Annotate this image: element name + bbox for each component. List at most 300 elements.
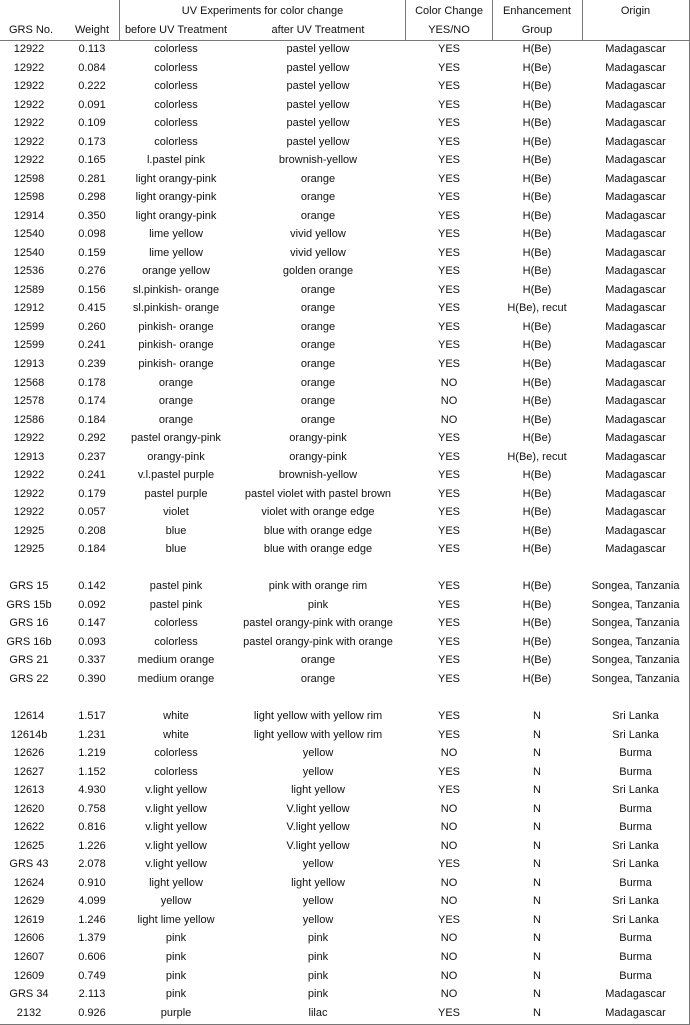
cell-before-uv: colorless: [154, 765, 198, 778]
cell-after-uv: pink: [307, 988, 329, 1001]
cell-grs-no: 12624: [13, 876, 45, 889]
cell-enhancement-group: N: [533, 747, 541, 760]
cell-before-uv: v.l.pastel purple: [137, 469, 215, 482]
cell-color-change: NO: [440, 895, 458, 908]
cell-grs-no: 12922: [13, 80, 45, 93]
cell-color-change: YES: [437, 450, 460, 463]
cell-grs-no: GRS 34: [9, 988, 49, 1001]
cell-origin: Madagascar: [605, 117, 666, 130]
cell-enhancement-group: H(Be), recut: [507, 450, 567, 463]
table-row: [0, 948, 689, 967]
cell-before-uv: pink: [165, 950, 187, 963]
cell-origin: Madagascar: [605, 1006, 666, 1019]
cell-color-change: YES: [437, 320, 460, 333]
cell-before-uv: colorless: [154, 61, 198, 74]
cell-enhancement-group: N: [533, 802, 541, 815]
cell-color-change: YES: [437, 598, 460, 611]
cell-enhancement-group: H(Be): [522, 172, 552, 185]
cell-color-change: NO: [440, 876, 458, 889]
cell-grs-no: 12540: [13, 246, 45, 259]
cell-weight: 0.910: [78, 876, 106, 889]
cell-origin: Madagascar: [605, 61, 666, 74]
cell-after-uv: orange: [300, 302, 336, 315]
cell-before-uv: colorless: [154, 747, 198, 760]
cell-after-uv: pastel yellow: [286, 80, 350, 93]
cell-grs-no: 12619: [13, 913, 45, 926]
cell-origin: Madagascar: [605, 246, 666, 259]
cell-color-change: YES: [437, 765, 460, 778]
cell-weight: 0.113: [78, 43, 106, 55]
cell-weight: 0.241: [78, 339, 106, 352]
table-row: [0, 151, 689, 170]
cell-before-uv: v.light yellow: [145, 784, 207, 797]
cell-origin: Songea, Tanzania: [591, 635, 680, 648]
cell-enhancement-group: N: [533, 839, 541, 852]
table-row: [0, 40, 689, 59]
cell-before-uv: white: [163, 728, 189, 741]
cell-grs-no: 12614: [13, 710, 45, 723]
cell-after-uv: light yellow with yellow rim: [253, 710, 383, 723]
table-row: [0, 967, 689, 986]
table-row: [0, 707, 689, 726]
cell-after-uv: orange: [300, 395, 336, 408]
cell-after-uv: yellow: [302, 765, 334, 778]
cell-before-uv: sl.pinkish- orange: [132, 302, 220, 315]
cell-color-change: NO: [440, 747, 458, 760]
header-yes-no: YES/NO: [428, 24, 470, 36]
cell-grs-no: 12622: [13, 821, 45, 834]
cell-color-change: YES: [437, 154, 460, 167]
cell-enhancement-group: N: [533, 821, 541, 834]
cell-grs-no: 12609: [13, 969, 45, 982]
cell-enhancement-group: H(Be): [522, 376, 552, 389]
cell-after-uv: light yellow with yellow rim: [253, 728, 383, 741]
table-row: [0, 633, 689, 652]
cell-enhancement-group: H(Be): [522, 580, 552, 593]
cell-after-uv: brownish-yellow: [278, 469, 358, 482]
cell-grs-no: 12586: [13, 413, 45, 426]
cell-enhancement-group: H(Be): [522, 117, 552, 130]
cell-color-change: YES: [437, 172, 460, 185]
cell-weight: 0.281: [78, 172, 106, 185]
header-group: Group: [521, 24, 553, 36]
cell-after-uv: V.light yellow: [286, 821, 350, 834]
cell-weight: 0.084: [78, 61, 106, 74]
cell-grs-no: GRS 43: [9, 858, 49, 871]
cell-grs-no: 12922: [13, 506, 45, 519]
cell-enhancement-group: N: [533, 765, 541, 778]
header-color-change: Color Change: [415, 5, 483, 17]
cell-weight: 0.758: [78, 802, 106, 815]
cell-enhancement-group: H(Be): [522, 413, 552, 426]
cell-after-uv: orange: [300, 413, 336, 426]
cell-enhancement-group: N: [533, 932, 541, 945]
cell-weight: 1.226: [78, 839, 106, 852]
cell-after-uv: vivid yellow: [290, 246, 346, 259]
cell-after-uv: orange: [300, 320, 336, 333]
cell-origin: Sri Lanka: [612, 895, 659, 908]
cell-after-uv: yellow: [302, 913, 334, 926]
cell-after-uv: orange: [300, 376, 336, 389]
table-row: [0, 411, 689, 430]
cell-grs-no: 12913: [13, 358, 45, 370]
cell-enhancement-group: H(Be): [522, 320, 552, 333]
cell-after-uv: pink: [307, 969, 329, 982]
cell-weight: 0.237: [78, 450, 106, 463]
cell-enhancement-group: N: [533, 784, 541, 797]
cell-weight: 0.091: [78, 98, 106, 111]
cell-grs-no: 12922: [13, 469, 45, 482]
table-row: [0, 96, 689, 115]
cell-color-change: YES: [437, 487, 460, 500]
cell-after-uv: pastel violet with pastel brown: [244, 487, 392, 500]
cell-color-change: YES: [437, 80, 460, 93]
cell-weight: 0.292: [78, 432, 106, 445]
cell-after-uv: brownish-yellow: [278, 154, 358, 167]
cell-enhancement-group: H(Be): [522, 191, 552, 204]
cell-weight: 0.098: [78, 228, 106, 241]
cell-before-uv: v.light yellow: [145, 802, 207, 815]
cell-color-change: NO: [440, 802, 458, 815]
cell-after-uv: yellow: [302, 895, 334, 908]
table-row: [0, 670, 689, 689]
cell-grs-no: 12922: [13, 98, 45, 111]
cell-before-uv: pastel pink: [149, 598, 203, 611]
cell-origin: Burma: [619, 950, 652, 963]
cell-grs-no: 12627: [13, 765, 45, 778]
cell-before-uv: pink: [165, 932, 187, 945]
cell-enhancement-group: H(Be): [522, 339, 552, 352]
cell-enhancement-group: H(Be): [522, 228, 552, 241]
table-row: [0, 392, 689, 411]
cell-after-uv: pastel yellow: [286, 135, 350, 148]
cell-enhancement-group: N: [533, 988, 541, 1001]
cell-weight: 0.173: [78, 135, 106, 148]
table-row: [0, 614, 689, 633]
cell-weight: 0.241: [78, 469, 106, 482]
cell-grs-no: GRS 16: [9, 617, 49, 630]
cell-weight: 1.246: [78, 913, 106, 926]
cell-origin: Madagascar: [605, 98, 666, 111]
cell-color-change: NO: [440, 395, 458, 408]
cell-weight: 4.930: [78, 784, 106, 797]
cell-before-uv: v.light yellow: [145, 858, 207, 871]
table-row: [0, 1004, 689, 1023]
table-row: [0, 874, 689, 893]
cell-grs-no: 12925: [13, 524, 45, 537]
cell-before-uv: colorless: [154, 635, 198, 648]
cell-weight: 0.816: [78, 821, 106, 834]
cell-weight: 0.298: [78, 191, 106, 204]
cell-color-change: YES: [437, 302, 460, 315]
table-row: [0, 59, 689, 78]
cell-enhancement-group: H(Be): [522, 469, 552, 482]
cell-grs-no: 12598: [13, 172, 45, 185]
cell-color-change: YES: [437, 635, 460, 648]
cell-color-change: YES: [437, 358, 460, 370]
table-row: [0, 651, 689, 670]
cell-before-uv: pinkish- orange: [138, 339, 214, 352]
table-row: [0, 503, 689, 522]
table-row: [0, 299, 689, 318]
table-row: [0, 244, 689, 263]
cell-before-uv: orange: [158, 413, 194, 426]
table-row: [0, 596, 689, 615]
cell-before-uv: medium orange: [137, 654, 215, 667]
cell-enhancement-group: H(Be): [522, 617, 552, 630]
cell-before-uv: lime yellow: [149, 246, 203, 259]
cell-enhancement-group: H(Be): [522, 209, 552, 222]
cell-color-change: NO: [440, 950, 458, 963]
cell-grs-no: 12629: [13, 895, 45, 908]
cell-color-change: YES: [437, 98, 460, 111]
table-row: [0, 318, 689, 337]
cell-before-uv: v.light yellow: [145, 821, 207, 834]
cell-enhancement-group: H(Be): [522, 432, 552, 445]
cell-weight: 0.926: [78, 1006, 106, 1019]
table-header: [0, 0, 689, 41]
cell-color-change: NO: [440, 932, 458, 945]
cell-weight: 0.057: [78, 506, 106, 519]
cell-enhancement-group: H(Be): [522, 154, 552, 167]
cell-after-uv: orange: [300, 172, 336, 185]
cell-weight: 0.093: [78, 635, 106, 648]
cell-weight: 0.606: [78, 950, 106, 963]
cell-origin: Burma: [619, 932, 652, 945]
cell-grs-no: GRS 15b: [6, 598, 52, 611]
cell-color-change: NO: [440, 988, 458, 1001]
cell-enhancement-group: H(Be): [522, 265, 552, 278]
cell-origin: Madagascar: [605, 543, 666, 556]
table-row: [0, 837, 689, 856]
cell-after-uv: pastel orangy-pink with orange: [243, 617, 393, 630]
cell-weight: 0.109: [78, 117, 106, 130]
cell-origin: Madagascar: [605, 135, 666, 148]
cell-origin: Madagascar: [605, 320, 666, 333]
table-row: [0, 170, 689, 189]
cell-weight: 2.113: [78, 988, 106, 1001]
cell-weight: 2.078: [78, 858, 106, 871]
cell-color-change: YES: [437, 246, 460, 259]
cell-origin: Burma: [619, 765, 652, 778]
cell-color-change: YES: [437, 339, 460, 352]
cell-origin: Madagascar: [605, 376, 666, 389]
cell-weight: 0.222: [78, 80, 106, 93]
cell-after-uv: pastel orangy-pink with orange: [243, 635, 393, 648]
cell-origin: Madagascar: [605, 450, 666, 463]
table-row: [0, 911, 689, 930]
table-row: [0, 855, 689, 874]
cell-origin: Madagascar: [605, 228, 666, 241]
cell-before-uv: light yellow: [149, 876, 203, 889]
cell-grs-no: 12922: [13, 135, 45, 148]
cell-origin: Songea, Tanzania: [591, 673, 680, 686]
cell-enhancement-group: H(Be): [522, 135, 552, 148]
cell-before-uv: colorless: [154, 43, 198, 55]
cell-origin: Madagascar: [605, 358, 666, 370]
cell-origin: Burma: [619, 802, 652, 815]
cell-weight: 0.179: [78, 487, 106, 500]
cell-origin: Madagascar: [605, 209, 666, 222]
header-uv-experiments: UV Experiments for color change: [181, 5, 344, 17]
cell-weight: 0.165: [78, 154, 106, 167]
cell-enhancement-group: H(Be): [522, 246, 552, 259]
cell-enhancement-group: N: [533, 913, 541, 926]
cell-origin: Burma: [619, 747, 652, 760]
cell-after-uv: orange: [300, 673, 336, 686]
cell-after-uv: pastel yellow: [286, 43, 350, 55]
table-row: [0, 485, 689, 504]
cell-color-change: YES: [437, 913, 460, 926]
cell-after-uv: orangy-pink: [289, 450, 347, 463]
table-row: [0, 336, 689, 355]
cell-after-uv: pastel yellow: [286, 61, 350, 74]
cell-color-change: YES: [437, 728, 460, 741]
cell-after-uv: pink: [307, 598, 329, 611]
cell-origin: Madagascar: [605, 265, 666, 278]
cell-origin: Madagascar: [605, 413, 666, 426]
cell-grs-no: 12613: [13, 784, 45, 797]
cell-before-uv: yellow: [160, 895, 192, 908]
cell-color-change: YES: [437, 61, 460, 74]
cell-before-uv: blue: [165, 543, 187, 556]
cell-after-uv: orangy-pink: [289, 432, 347, 445]
cell-grs-no: 12922: [13, 61, 45, 74]
table-row: [0, 540, 689, 559]
cell-color-change: YES: [437, 654, 460, 667]
cell-color-change: YES: [437, 524, 460, 537]
cell-grs-no: 12913: [13, 450, 45, 463]
cell-after-uv: pink with orange rim: [268, 580, 368, 593]
cell-enhancement-group: N: [533, 728, 541, 741]
cell-color-change: YES: [437, 617, 460, 630]
cell-weight: 0.749: [78, 969, 106, 982]
cell-before-uv: medium orange: [137, 673, 215, 686]
cell-weight: 0.260: [78, 320, 106, 333]
table-row: [0, 781, 689, 800]
cell-color-change: YES: [437, 506, 460, 519]
table-row: [0, 281, 689, 300]
cell-after-uv: V.light yellow: [286, 839, 350, 852]
cell-after-uv: pastel yellow: [286, 117, 350, 130]
table-row: [0, 133, 689, 152]
cell-enhancement-group: N: [533, 950, 541, 963]
cell-enhancement-group: N: [533, 895, 541, 908]
cell-before-uv: pinkish- orange: [138, 358, 214, 370]
cell-color-change: YES: [437, 283, 460, 296]
table-row: [0, 985, 689, 1004]
cell-enhancement-group: N: [533, 1006, 541, 1019]
cell-color-change: YES: [437, 191, 460, 204]
cell-grs-no: 12625: [13, 839, 45, 852]
table-row: [0, 522, 689, 541]
cell-grs-no: 12912: [13, 302, 45, 315]
cell-weight: 0.337: [78, 654, 106, 667]
cell-color-change: NO: [440, 376, 458, 389]
cell-weight: 1.517: [78, 710, 106, 723]
cell-after-uv: yellow: [302, 858, 334, 871]
cell-grs-no: 12614b: [10, 728, 48, 741]
cell-grs-no: 12922: [13, 117, 45, 130]
header-weight: Weight: [74, 24, 110, 36]
table-row: [0, 77, 689, 96]
cell-before-uv: blue: [165, 524, 187, 537]
table-row: [0, 466, 689, 485]
cell-color-change: YES: [437, 265, 460, 278]
cell-origin: Songea, Tanzania: [591, 654, 680, 667]
table-row: [0, 800, 689, 819]
table-row: [0, 929, 689, 948]
table-row: [0, 726, 689, 745]
cell-color-change: YES: [437, 228, 460, 241]
cell-color-change: NO: [440, 839, 458, 852]
cell-weight: 0.276: [78, 265, 106, 278]
cell-before-uv: colorless: [154, 617, 198, 630]
cell-origin: Madagascar: [605, 395, 666, 408]
cell-grs-no: GRS 22: [9, 673, 49, 686]
cell-color-change: YES: [437, 784, 460, 797]
cell-color-change: YES: [437, 1006, 460, 1019]
cell-after-uv: orange: [300, 191, 336, 204]
cell-enhancement-group: H(Be): [522, 61, 552, 74]
cell-after-uv: light yellow: [291, 876, 345, 889]
table-row: [0, 262, 689, 281]
cell-enhancement-group: N: [533, 969, 541, 982]
table-row: [0, 818, 689, 837]
cell-grs-no: 12599: [13, 339, 45, 352]
cell-before-uv: orange: [158, 376, 194, 389]
cell-color-change: YES: [437, 858, 460, 871]
cell-before-uv: colorless: [154, 117, 198, 130]
cell-before-uv: light lime yellow: [137, 913, 215, 926]
cell-before-uv: pastel pink: [149, 580, 203, 593]
cell-origin: Madagascar: [605, 339, 666, 352]
cell-weight: 0.350: [78, 209, 106, 222]
cell-after-uv: V.light yellow: [286, 802, 350, 815]
cell-after-uv: orange: [300, 654, 336, 667]
cell-after-uv: vivid yellow: [290, 228, 346, 241]
cell-before-uv: sl.pinkish- orange: [132, 283, 220, 296]
cell-weight: 1.231: [78, 728, 106, 741]
cell-origin: Madagascar: [605, 506, 666, 519]
cell-before-uv: pink: [165, 988, 187, 1001]
table-row: [0, 892, 689, 911]
cell-origin: Songea, Tanzania: [591, 598, 680, 611]
cell-color-change: YES: [437, 543, 460, 556]
cell-weight: 0.208: [78, 524, 106, 537]
cell-enhancement-group: H(Be): [522, 673, 552, 686]
cell-grs-no: 12607: [13, 950, 45, 963]
cell-grs-no: 12606: [13, 932, 45, 945]
cell-origin: Madagascar: [605, 432, 666, 445]
cell-color-change: NO: [440, 821, 458, 834]
cell-origin: Sri Lanka: [612, 728, 659, 741]
cell-color-change: NO: [440, 969, 458, 982]
cell-after-uv: orange: [300, 358, 336, 370]
cell-origin: Madagascar: [605, 302, 666, 315]
cell-enhancement-group: H(Be): [522, 543, 552, 556]
cell-after-uv: blue with orange edge: [263, 543, 373, 556]
table-row: [0, 114, 689, 133]
cell-color-change: YES: [437, 43, 460, 55]
cell-enhancement-group: H(Be): [522, 654, 552, 667]
cell-grs-no: 12620: [13, 802, 45, 815]
cell-weight: 1.379: [78, 932, 106, 945]
cell-origin: Burma: [619, 876, 652, 889]
cell-origin: Madagascar: [605, 172, 666, 185]
cell-after-uv: orange: [300, 283, 336, 296]
cell-enhancement-group: N: [533, 858, 541, 871]
